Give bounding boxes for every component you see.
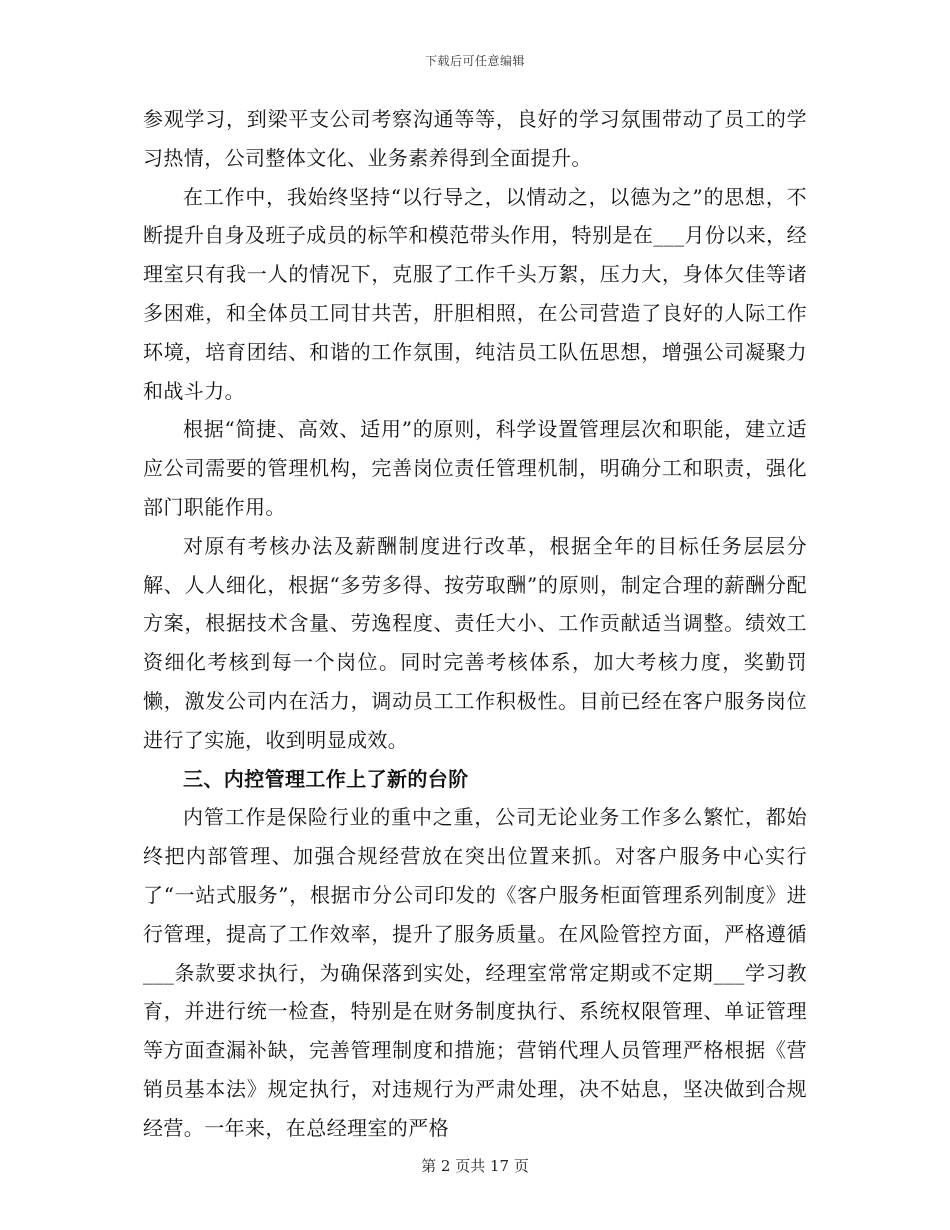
- document-body: [143, 100, 807, 1148]
- section-heading-internal-control: 三、内控管理工作上了新的台阶: [183, 766, 469, 791]
- page-header-note: 下载后可任意编辑: [424, 54, 525, 68]
- page-number-footer: 第 2 页共 17 页: [421, 1157, 529, 1175]
- paragraph-work-philosophy: 在工作中，我始终坚持“以行导之，以情动之，以德为之”的思想，不断提升自身及班子成员的标竿和模范带头作用，特别是在___月份以来，经理室只有我一人的情况下，克服了工作千头万絮，压力大，身体欠佳等诸多困难，和全体员工同甘共苦，肝胆相照，在公司营造了良好的人际工作环境，培育团结、和谐的工作氛围，纯洁员工队伍思想，增强公司凝聚力和战斗力。: [143, 184, 807, 403]
- paragraph-internal-control: 内管工作是保险行业的重中之重，公司无论业务工作多么繁忙，都始终把内部管理、加强合规经营放在突出位置来抓。对客户服务中心实行了“一站式服务”，根据市分公司印发的《客户服务柜面管理系列制度》进行管理，提高了工作效率，提升了服务质量。在风险管控方面，严格遵循___条款要求执行，为确保落到实处，经理室常常定期或不定期___学习教育，并进行统一检查，特别是在财务制度执行、系统权限管理、单证管理等方面查漏补缺，完善管理制度和措施；营销代理人员管理严格根据《营销员基本法》规定执行，对违规行为严肃处理，决不姑息，坚决做到合规经营。一年来，在总经理室的严格: [143, 805, 807, 1140]
- paragraph-continuation: 参观学习，到梁平支公司考察沟通等等，良好的学习氛围带动了员工的学习热情，公司整体文化、业务素养得到全面提升。: [143, 107, 807, 170]
- paragraph-management-structure: 根据“简捷、高效、适用”的原则，科学设置管理层次和职能，建立适应公司需要的管理机构，完善岗位责任管理机制，明确分工和职责，强化部门职能作用。: [143, 417, 807, 519]
- paragraph-salary-reform: 对原有考核办法及薪酬制度进行改革，根据全年的目标任务层层分解、人人细化，根据“多劳多得、按劳取酬”的原则，制定合理的薪酬分配方案，根据技术含量、劳逸程度、责任大小、工作贡献适当调整。绩效工资细化考核到每一个岗位。同时完善考核体系，加大考核力度，奖勤罚懒，激发公司内在活力，调动员工工作积极性。目前已经在客户服务岗位进行了实施，收到明显成效。: [143, 533, 807, 752]
